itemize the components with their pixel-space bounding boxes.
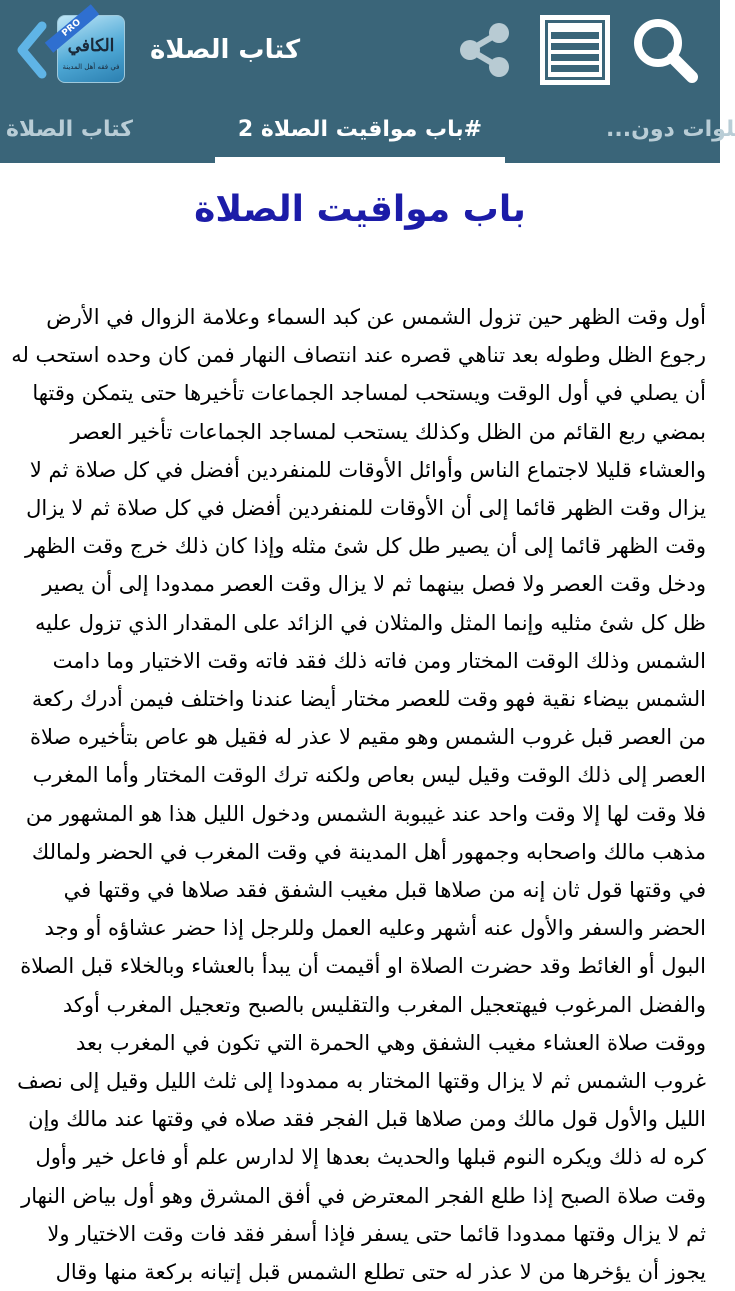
text-line: فلا وقت لها إلا وقت واحد عند غيبوبة الشمس ودخول الليل هذا هو المشهور من	[25, 801, 706, 826]
share-icon[interactable]	[455, 20, 515, 80]
list-icon-bar	[551, 43, 599, 50]
toolbar-title: كتاب الصلاة	[150, 35, 301, 65]
text-line: من العصر قبل غروب الشمس وهو مقيم لا عذر له فقيل هو عاص بتأخيره صلاة	[29, 725, 706, 750]
text-line: رجوع الظل وطوله بعد تناهي قصره عند انتصاف النهار فمن كان وحده استحب له	[11, 343, 706, 368]
app-bar	[0, 0, 735, 163]
text-line: العصر إلى ذلك الوقت وقيل ليس بعاص ولكنه ترك الوقت المختار وأما المغرب	[32, 763, 706, 788]
text-line: ظل كل شئ مثليه وإنما المثل والمثلان في الزائد على المقدار الذي تزول عليه	[35, 610, 706, 635]
chapter-text	[11, 298, 706, 1291]
text-line: أول وقت الظهر حين تزول الشمس عن كبد السماء وعلامة الزوال في الأرض	[46, 305, 706, 329]
text-line: والعشاء قليلا لاجتماع الناس وأوائل الأوقات للمنفردين أفضل في كل صلاة ثم لا	[29, 457, 706, 482]
tab-next-chapter-label: ...ﻠﻮات دون	[606, 117, 735, 142]
text-line: ودخل وقت العصر ولا فصل بينهما ثم لا يزال وقت العصر ممدودا إلى أن يصير	[42, 572, 706, 597]
text-line: يجوز أن يؤخرها من لا عذر له حتى تطلع الشمس قبل إتيانه بركعة منها وقال	[55, 1260, 706, 1285]
list-icon-bar	[551, 54, 599, 61]
tab-strip	[0, 100, 735, 163]
logo-subtitle: في فقه أهل المدينة	[62, 63, 120, 71]
tab-kitab-al-salah[interactable]: كتاب الصلاة	[6, 117, 133, 142]
text-line: ووقت صلاة العشاء مغيب الشفق وهي الحمرة التي تكون في المغرب بعد	[76, 1030, 706, 1055]
text-line: الشمس وذلك الوقت المختار ومن فاته ذلك فقد فاته وقت الاختيار وما دامت	[52, 648, 706, 673]
content-area[interactable]	[0, 163, 720, 1285]
logo-word: الكافي	[67, 36, 115, 56]
text-line: والفضل المرغوب فيهتعجيل المغرب والتقليس بالصبح وتعجيل المغرب أوكد	[62, 992, 706, 1017]
text-line: الشمس بيضاء نقية فهو وقت للعصر مختار أيضا عندنا واختلف فيمن أدرك ركعة	[31, 687, 706, 712]
chevron-left-icon[interactable]	[14, 22, 48, 78]
text-line: ثم لا يزال وقتها ممدودا قائما حتى يسفر فإذا أسفر فقد فات وقت الاختيار ولا	[47, 1221, 706, 1246]
list-menu-button[interactable]	[540, 15, 610, 85]
text-line: أن يصلي في أول الوقت ويستحب لمساجد الجماعات تأخيرها حتى يتمكن وقتها	[32, 381, 706, 406]
text-line: البول أو الغائط وقد حضرت الصلاة او أقيمت أن يبدأ بالعشاء وبالخلاء قبل الصلاة	[20, 954, 706, 979]
list-icon-bar	[551, 65, 599, 72]
text-line: مذهب مالك واصحابه وجمهور أهل المدينة في وقت المغرب في الحضر ولمالك	[31, 839, 706, 864]
tab-mawaqit-al-salah[interactable]: باب مواقيت الصلاة 2#	[237, 117, 483, 142]
text-line: وقت الظهر قائما إلى أن يصير طل كل شئ مثله وإذا كان ذلك خرج وقت الظهر	[25, 534, 706, 559]
text-line: وقت صلاة الصبح إذا طلع الفجر المعترض في أفق المشرق وهو أول بياض النهار	[21, 1183, 706, 1208]
text-line: غروب الشمس ثم لا يزال وقتها المختار به ممدودا إلى ثلث الليل وقيل إلى نصف	[17, 1069, 706, 1094]
text-line: الحضر والسفر والأول عنه أشهر وعليه العمل وللرجل إذا حضر عشاؤه أو وجد	[44, 916, 706, 941]
pro-badge: PRO	[45, 4, 99, 53]
toolbar	[0, 0, 720, 100]
text-line: يزال وقت الظهر قائما إلى أن الأوقات للمنفردين أفضل في كل صلاة ثم لا يزال	[26, 496, 706, 521]
text-line: بمضي ربع القائم من الظل وكذلك يستحب لمساجد الجماعات تأخير العصر	[70, 419, 706, 444]
tab-next-chapter[interactable]	[606, 110, 735, 150]
page-heading: باب مواقيت الصلاة	[194, 189, 526, 230]
search-icon[interactable]	[628, 14, 700, 86]
text-line: الليل والأول قول مالك ومن صلاها قبل الفجر فقد صلاه في وقتها عند مالك وإن	[28, 1107, 706, 1132]
text-line: في وقتها قول ثان إنه من صلاها قبل مغيب الشفق فقد صلاها في وقتها في	[63, 878, 706, 903]
app-logo[interactable]	[57, 15, 125, 83]
text-line: كره له ذلك ويكره النوم قبلها والحديث بعدها إلا لدارس علم أو فاعل خير وأول	[35, 1145, 706, 1170]
list-icon-bar	[551, 32, 599, 39]
